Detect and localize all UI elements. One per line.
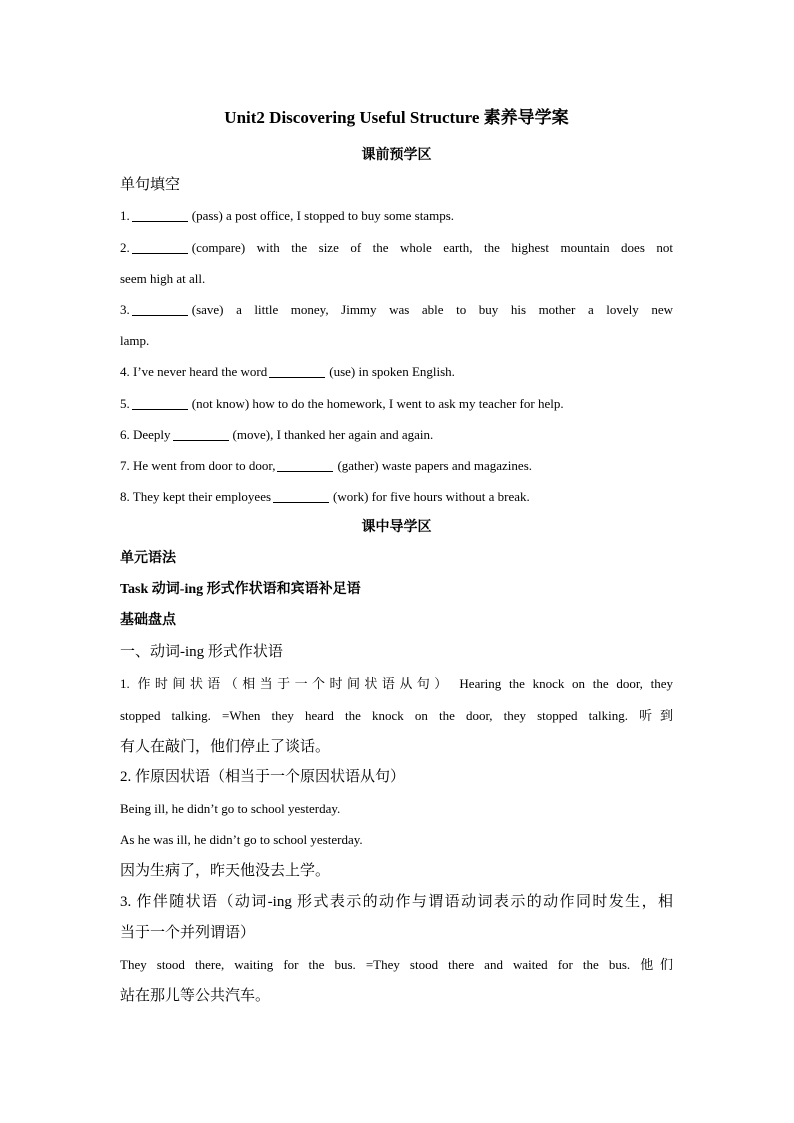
part-heading-fill-blanks: 单句填空 (120, 177, 181, 193)
question-6 (120, 425, 673, 445)
question-text: 6. Deeply (120, 427, 171, 442)
answer-blank[interactable] (132, 209, 188, 222)
question-text: (use) in spoken English. (329, 364, 455, 379)
question-text: (gather) waste papers and magazines. (337, 458, 533, 473)
section-heading-preview: 课前预学区 (361, 148, 432, 163)
document-title: Unit2 Discovering Useful Structure 素养导学案 (224, 108, 569, 127)
question-3 (120, 300, 673, 320)
grammar-heading: 单元语法 (120, 551, 176, 566)
question-4 (120, 362, 673, 382)
point-3-line-2: 当于一个并列谓语） (120, 925, 256, 941)
answer-blank[interactable] (132, 397, 188, 410)
question-text: 7. He went from door to door, (120, 458, 276, 473)
section-heading-in-class: 课中导学区 (361, 520, 432, 535)
question-3-continued: lamp. (120, 333, 150, 348)
question-text: (compare) with the size of the whole earth, the highest mountain does not (191, 240, 673, 255)
point-2-line-4: 因为生病了，昨天他没去上学。 (120, 863, 331, 879)
question-number: 2. (120, 240, 130, 255)
answer-blank[interactable] (269, 365, 325, 378)
question-number: 3. (120, 302, 130, 317)
question-number: 5. (120, 396, 130, 411)
question-8 (120, 487, 673, 507)
question-text: (pass) a post office, I stopped to buy some stamps. (191, 208, 454, 223)
question-text: (not know) how to do the homework, I went to ask my teacher for help. (191, 396, 564, 411)
question-text: (work) for five hours without a break. (333, 489, 530, 504)
answer-blank[interactable] (132, 241, 188, 254)
point-3-line-1: 3. 作伴随状语（动词-ing 形式表示的动作与谓语动词表示的动作同时发生，相 (120, 894, 673, 910)
answer-blank[interactable] (173, 428, 229, 441)
task-heading: Task 动词-ing 形式作状语和宾语补足语 (120, 582, 361, 597)
question-text: 4. I’ve never heard the word (120, 364, 268, 379)
question-7 (120, 456, 673, 476)
point-1-line-3: 有人在敲门，他们停止了谈话。 (120, 739, 331, 755)
question-2 (120, 238, 673, 258)
answer-blank[interactable] (273, 490, 329, 503)
question-2-continued: seem high at all. (120, 271, 206, 286)
question-text: (save) a little money, Jimmy was able to buy his mother a lovely new (191, 302, 673, 317)
question-text: 8. They kept their employees (120, 489, 272, 504)
question-1 (120, 206, 673, 226)
point-2-line-2: Being ill, he didn’t go to school yesterday. (120, 801, 341, 816)
point-1-line-1: 1. 作时间状语（相当于一个时间状语从句） Hearing the knock on the door, they (120, 676, 673, 691)
point-3-line-3: They stood there, waiting for the bus. =They stood there and waited for the bus. 他们 (120, 957, 673, 972)
subheading-adverbial: 一、动词-ing 形式作状语 (120, 644, 283, 660)
point-1-line-2: stopped talking. =When they heard the knock on the door, they stopped talking. 听到 (120, 708, 673, 723)
question-5 (120, 394, 673, 414)
question-text: (move), I thanked her again and again. (232, 427, 434, 442)
basics-heading: 基础盘点 (120, 613, 176, 628)
point-2-line-1: 2. 作原因状语（相当于一个原因状语从句） (120, 769, 406, 785)
question-number: 1. (120, 208, 130, 223)
answer-blank[interactable] (132, 303, 188, 316)
answer-blank[interactable] (277, 459, 333, 472)
point-2-line-3: As he was ill, he didn’t go to school yesterday. (120, 832, 363, 847)
point-3-line-4: 站在那儿等公共汽车。 (120, 988, 271, 1004)
